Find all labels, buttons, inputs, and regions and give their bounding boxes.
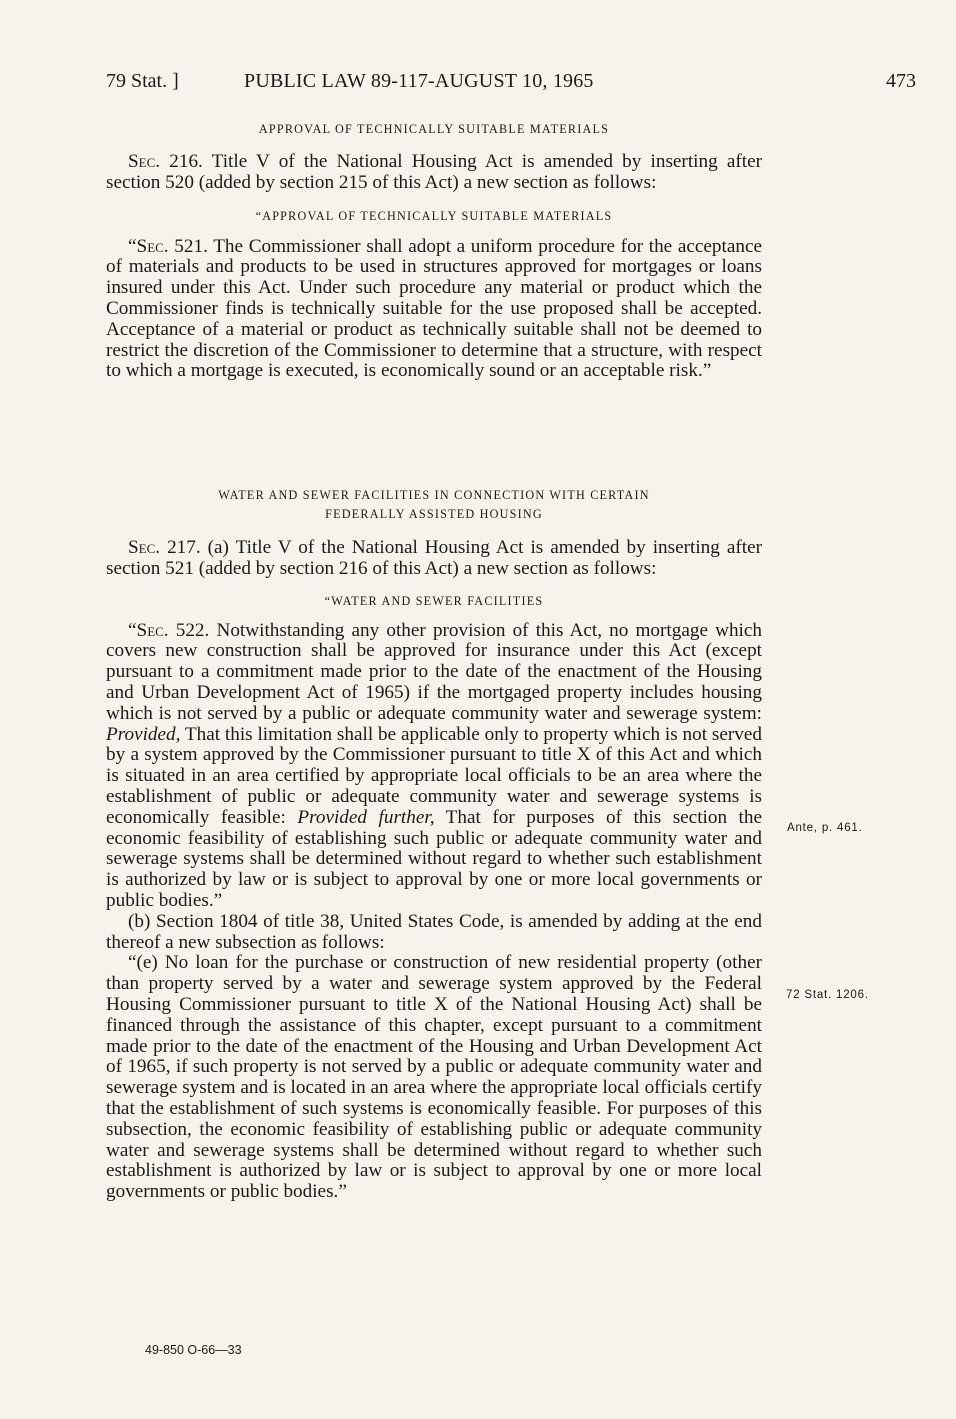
quoted-heading: “APPROVAL OF TECHNICALLY SUITABLE MATERIALS xyxy=(255,208,613,223)
page-title: PUBLIC LAW 89-117-AUGUST 10, 1965 xyxy=(244,70,594,92)
margin-note-stat: 72 Stat. 1206. xyxy=(786,989,869,1001)
proviso-term: Provided, xyxy=(106,723,181,745)
section-heading-line: FEDERALLY ASSISTED HOUSING xyxy=(325,507,543,521)
subsection-e: “(e) No loan for the purchase or construction of new residential property (other than property served by a water and sewerage system approved by the Federal Housing Commissioner pursuant to title X of the National Housing Act) shall be financed through the assistance of this chapter, except pursuant to a commitment made prior to the date of the enactment of the Housing and Urban Development Act of 1965, if such property is not served by a public or adequate community water and sewerage system and is located in an area where the appropriate local officials certify that the establishment of such systems is economically feasible. For purposes of this subsection, the economic feasibility of establishing public or adequate community water and sewerage systems shall be determined without regard to whether such establishment is authorized by law or is subject to approval by one or more local governments or public bodies.” xyxy=(106,952,762,1203)
section-heading-line: WATER AND SEWER FACILITIES IN CONNECTION WITH CERTAIN xyxy=(218,488,650,502)
margin-note-ante: Ante, p. 461. xyxy=(787,822,863,834)
subsection-b: (b) Section 1804 of title 38, United States Code, is amended by adding at the end thereof a new subsection as follows: xyxy=(106,910,762,953)
proviso-term: Provided further, xyxy=(297,806,435,828)
print-code: 49-850 O-66—33 xyxy=(145,1343,242,1357)
page-number: 473 xyxy=(886,70,916,92)
section-paragraph xyxy=(106,237,762,383)
section-paragraph xyxy=(106,152,762,194)
quoted-heading: “WATER AND SEWER FACILITIES xyxy=(324,593,544,608)
section-text: That for purposes of this section the economic feasibility of establishing such public or adequate community water and sewerage systems shall be determined without regard to whether such establishment is authorized by law or is subject to approval by one or more local governments or public bodies.” xyxy=(106,806,762,911)
section-label: Sec. 216. xyxy=(128,151,203,172)
section-label: “Sec. 522. xyxy=(128,619,210,641)
section-216 xyxy=(106,120,762,382)
section-label: Sec. 217. xyxy=(128,537,201,558)
running-header xyxy=(106,70,916,100)
section-217 xyxy=(106,486,762,1203)
section-text: The Commissioner shall adopt a uniform procedure for the acceptance of materials and products to be used in structures approved for mortgages or loans insured under this Act. Under such procedure any material or product which the Commissioner finds is technically suitable for the use proposed shall be accepted. Acceptance of a material or product as technically suitable shall not be deemed to restrict the discretion of the Commissioner to determine that a structure, with respect to which a mortgage is executed, is economically sound or an acceptable risk.” xyxy=(106,235,762,382)
section-text: Title V of the National Housing Act is amended by inserting after section 520 (added by section 215 of this Act) a new section as follows: xyxy=(106,151,762,193)
section-paragraph xyxy=(106,621,762,912)
section-text: Notwithstanding any other provision of this Act, no mortgage which covers new construction shall be approved for insurance under this Act (except pursuant to a commitment made prior to the date of the enactment of the Housing and Urban Development Act of 1965) if the mortgaged property includes housing which is not served by a public or adequate community water and sewerage system: xyxy=(106,619,762,724)
volume-label: 79 Stat. ] xyxy=(106,70,179,92)
section-heading: APPROVAL OF TECHNICALLY SUITABLE MATERIALS xyxy=(258,122,610,136)
section-label: “Sec. 521. xyxy=(128,235,208,257)
section-text: That this limitation shall be applicable only to property which is not served by a system approved by the Commissioner pursuant to title X of this Act and which is situated in an area certified by appropriate local officials to be an area where the establishment of public or adequate community water and sewerage systems is economically feasible: xyxy=(106,723,762,828)
section-text: (a) Title V of the National Housing Act is amended by inserting after section 521 (added by section 216 of this Act) a new section as follows: xyxy=(106,537,762,579)
section-paragraph xyxy=(106,538,762,580)
